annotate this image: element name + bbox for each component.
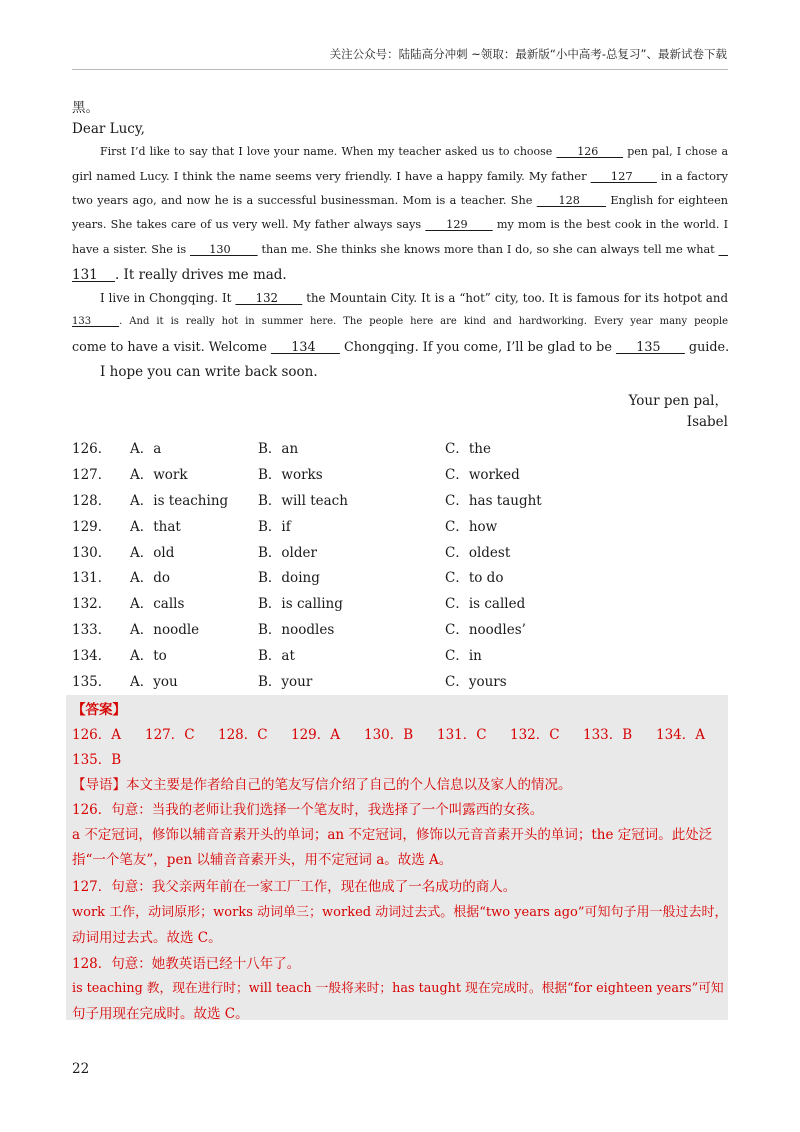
paragraph-1-line-6: 131 . It really drives me mad. bbox=[72, 267, 287, 283]
answer-item: 130．B bbox=[364, 727, 414, 743]
option-row bbox=[72, 670, 728, 696]
letter-signature: Isabel bbox=[686, 414, 728, 430]
blank-129: 129 bbox=[425, 218, 493, 231]
option-b: B．at bbox=[258, 648, 295, 665]
option-b: B．your bbox=[258, 674, 313, 691]
question-number: 134． bbox=[72, 648, 112, 665]
paragraph-1-line-5: have a sister. She is 130 than me. She thinks she knows more than I do, so she can always tell me what _ bbox=[72, 243, 729, 256]
option-row bbox=[72, 541, 728, 567]
passage-fragment: 黑。 bbox=[72, 100, 99, 116]
header-divider bbox=[72, 69, 728, 70]
q128-translation: 128．句意：她教英语已经十八年了。 bbox=[72, 956, 301, 972]
option-a: A．work bbox=[130, 466, 188, 483]
option-b: B．will teach bbox=[258, 492, 348, 509]
paragraph-1-line-4: years. She takes care of us very well. My father always says 129 my mom is the best cook in the world. I bbox=[72, 218, 729, 231]
option-c: C．worked bbox=[445, 466, 520, 483]
option-b: B．an bbox=[258, 441, 299, 457]
option-a: A．do bbox=[130, 570, 171, 587]
option-c: C．the bbox=[445, 441, 491, 457]
answer-item: 132．C bbox=[510, 727, 560, 743]
blank-127: 127 bbox=[590, 169, 657, 183]
q126-translation: 126．句意：当我的老师让我们选择一个笔友时，我选择了一个叫露西的女孩。 bbox=[72, 802, 544, 818]
option-b: B．is calling bbox=[258, 596, 343, 613]
q128-explanation-line-2: 句子用现在完成时。故选 C。 bbox=[72, 1006, 249, 1022]
option-b: B．noodles bbox=[258, 622, 335, 639]
option-c: C．to do bbox=[445, 570, 504, 587]
option-b: B．if bbox=[258, 518, 291, 535]
blank-126: 126 bbox=[556, 145, 624, 158]
question-number: 130． bbox=[72, 544, 112, 561]
option-c: C．how bbox=[445, 518, 498, 535]
option-row bbox=[72, 437, 728, 463]
paragraph-2-line-1: I live in Chongqing. It 132 the Mountain City. It is a “hot” city, too. It is famous for its hotpot and bbox=[100, 291, 729, 305]
page-header: 关注公众号：陆陆高分冲刺 ~领取：最新版“小中高考-总复习”、最新试卷下载 bbox=[329, 47, 727, 61]
option-a: A．that bbox=[130, 518, 181, 535]
q127-translation: 127．句意：我父亲两年前在一家工厂工作，现在他成了一名成功的商人。 bbox=[72, 879, 517, 895]
option-c: C．oldest bbox=[445, 544, 511, 561]
paragraph-2-line-2: 133 . And it is really hot in summer here. The people here are kind and hardworking. Every year many people bbox=[72, 316, 728, 327]
option-a: A．noodle bbox=[130, 622, 200, 639]
option-b: B．older bbox=[258, 544, 317, 561]
letter-salutation: Dear Lucy, bbox=[72, 121, 145, 137]
paragraph-1-line-1: First I’d like to say that I love your name. When my teacher asked us to choose 126 pen pal, I chose a bbox=[100, 145, 728, 158]
option-a: A．you bbox=[130, 674, 178, 691]
q126-explanation-line-2: 指“一个笔友”，pen 以辅音音素开头，用不定冠词 a。故选 A。 bbox=[72, 852, 453, 868]
blank-132: 132 bbox=[235, 291, 303, 305]
option-a: A．is teaching bbox=[130, 492, 229, 509]
q127-explanation-line-1: work 工作，动词原形；works 动词单三；worked 动词过去式。根据“two years ago”可知句子用一般过去时， bbox=[72, 905, 728, 920]
option-b: B．works bbox=[258, 466, 323, 483]
question-number: 127． bbox=[72, 466, 112, 483]
answer-item: 129．A bbox=[291, 727, 341, 743]
question-number: 131． bbox=[72, 570, 112, 587]
question-number: 132． bbox=[72, 596, 112, 613]
option-row bbox=[72, 592, 728, 618]
answer-label: 【答案】 bbox=[72, 702, 126, 718]
paragraph-1-line-2: girl named Lucy. I think the name seems very friendly. I have a happy family. My father 127 in a factory bbox=[72, 169, 728, 183]
paragraph-3: I hope you can write back soon. bbox=[100, 364, 318, 380]
paragraph-1-line-3: two years ago, and now he is a successful businessman. Mom is a teacher. She 128 English for eighteen bbox=[72, 194, 728, 207]
blank-128: 128 bbox=[536, 194, 606, 207]
answer-item: 133．B bbox=[583, 727, 633, 743]
answer-item: 128．C bbox=[218, 727, 268, 743]
option-row bbox=[72, 489, 728, 515]
blank-131-start: _ bbox=[718, 243, 729, 256]
blank-134: 134 bbox=[270, 340, 340, 355]
option-row bbox=[72, 463, 728, 489]
guide-text: 【导语】本文主要是作者给自己的笔友写信介绍了自己的个人信息以及家人的情况。 bbox=[72, 777, 572, 793]
option-a: A．old bbox=[130, 544, 175, 561]
option-a: A．to bbox=[130, 648, 167, 665]
option-c: C．has taught bbox=[445, 492, 542, 509]
q127-explanation-line-2: 动词用过去式。故选 C。 bbox=[72, 930, 222, 946]
option-row bbox=[72, 515, 728, 541]
option-c: C．in bbox=[445, 648, 482, 665]
q126-explanation-line-1: a 不定冠词，修饰以辅音音素开头的单词；an 不定冠词，修饰以元音音素开头的单词；the 定冠词。此处泛 bbox=[72, 827, 713, 843]
question-number: 129． bbox=[72, 518, 112, 535]
page-number: 22 bbox=[72, 1061, 90, 1077]
option-row bbox=[72, 618, 728, 644]
option-a: A．calls bbox=[130, 596, 185, 613]
question-number: 135． bbox=[72, 674, 112, 691]
answer-item: 131．C bbox=[437, 727, 487, 743]
option-a: A．a bbox=[130, 441, 162, 457]
option-c: C．yours bbox=[445, 674, 507, 691]
blank-130: 130 bbox=[189, 243, 258, 256]
letter-closing: Your pen pal， bbox=[628, 393, 728, 409]
answer-item: 127．C bbox=[145, 727, 195, 743]
question-number: 126． bbox=[72, 441, 112, 457]
q128-explanation-line-1: is teaching 教，现在进行时；will teach 一般将来时；has taught 现在完成时。根据“for eighteen years”可知 bbox=[72, 981, 724, 996]
option-c: C．is called bbox=[445, 596, 526, 613]
option-b: B．doing bbox=[258, 570, 320, 587]
option-c: C．noodles’ bbox=[445, 622, 526, 639]
option-row bbox=[72, 566, 728, 592]
question-number: 128． bbox=[72, 492, 112, 509]
answer-item: 134．A bbox=[656, 727, 706, 743]
blank-131: 131 bbox=[72, 267, 115, 283]
options-list bbox=[72, 437, 728, 696]
blank-133: 133 bbox=[72, 316, 120, 327]
blank-135: 135 bbox=[615, 340, 685, 355]
answer-item: 126．A bbox=[72, 727, 122, 743]
paragraph-2-line-3: come to have a visit. Welcome 134 Chongqing. If you come, I’ll be glad to be 135 guide. bbox=[72, 340, 730, 355]
option-row bbox=[72, 644, 728, 670]
question-number: 133． bbox=[72, 622, 112, 639]
answer-item: 135．B bbox=[72, 752, 122, 768]
